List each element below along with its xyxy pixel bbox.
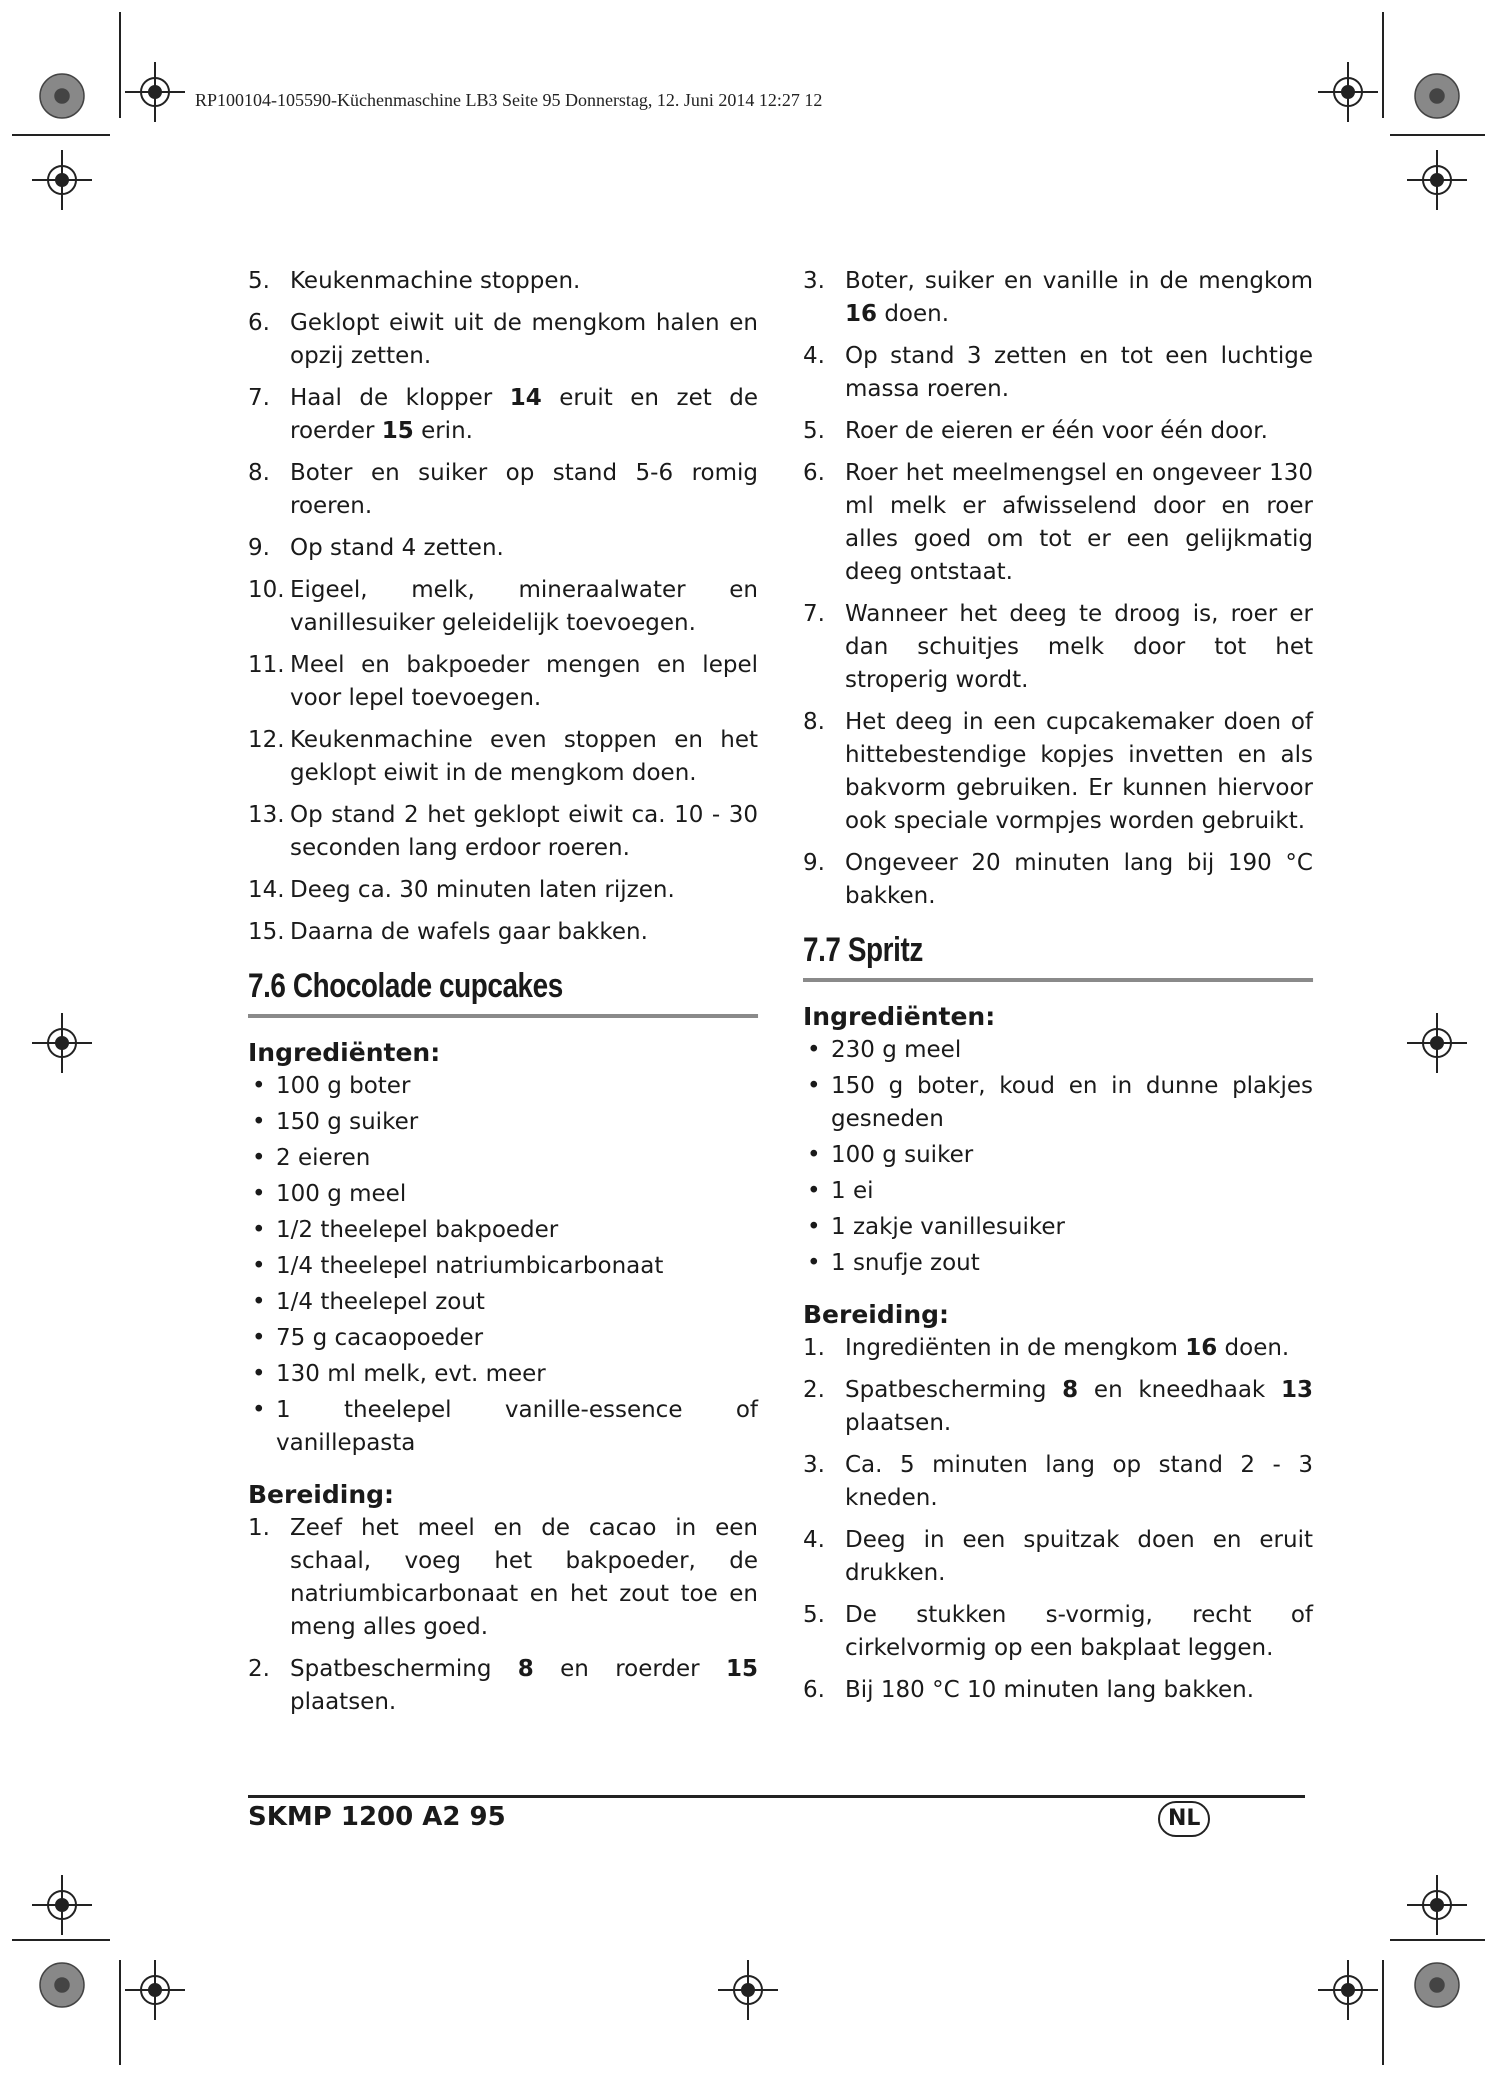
language-badge: NL <box>1158 1801 1210 1837</box>
footer-model-page: SKMP 1200 A2 95 <box>248 1802 506 1832</box>
ingredients-list <box>803 1034 1313 1280</box>
step-text: De stukken s-vormig, recht of cirkelvormig op een bakplaat leggen. <box>845 1602 1313 1661</box>
ingredient-item: • 1 zakje vanillesuiker <box>803 1211 1313 1244</box>
footer-divider <box>248 1795 1305 1798</box>
step-text: Wanneer het deeg te droog is, roer er dan schuitjes melk door tot het stroperig wordt. <box>845 601 1313 693</box>
part-number-ref: 15 <box>381 418 414 444</box>
step-text: Het deeg in een cupcakemaker doen of hittebestendige kopjes invetten en als bakvorm gebruiken. Er kunnen hiervoor ook speciale vormpjes worden gebruikt. <box>845 709 1313 834</box>
step-number: 6. <box>248 310 270 336</box>
ingredient-item: • 150 g suiker <box>248 1106 758 1139</box>
step-number: 7. <box>803 601 825 627</box>
step-number: 9. <box>803 850 825 876</box>
step-text: Keukenmachine even stoppen en het geklopt eiwit in de mengkom doen. <box>290 727 758 786</box>
step-text: Op stand 4 zetten. <box>290 535 504 561</box>
preparation-label: Bereiding: <box>248 1480 395 1509</box>
step-item <box>248 799 758 865</box>
part-number-ref: 16 <box>1185 1335 1218 1361</box>
step-text: Roer de eieren er één voor één door. <box>845 418 1268 444</box>
step-number: 1. <box>803 1335 825 1361</box>
section-title-spritz: 7.7 Spritz <box>803 931 1313 982</box>
step-number: 12. <box>248 727 285 753</box>
part-number-ref: 13 <box>1280 1377 1313 1403</box>
step-text: Daarna de wafels gaar bakken. <box>290 919 648 945</box>
step-text: Deeg in een spuitzak doen en eruit drukken. <box>845 1527 1313 1586</box>
step-text: Spatbescherming <box>845 1377 1063 1403</box>
step-item <box>248 307 758 373</box>
step-item <box>803 265 1313 331</box>
step-number: 4. <box>803 343 825 369</box>
step-text: Zeef het meel en de cacao in een schaal, voeg het bakpoeder, de natriumbicarbonaat en het zout toe en meng alles goed. <box>290 1515 758 1640</box>
ingredient-item: • 1 theelepel vanille-essence of vanillepasta <box>248 1394 758 1460</box>
preparation-steps <box>248 1512 758 1719</box>
step-text: Eigeel, melk, mineraalwater en vanillesuiker geleidelijk toevoegen. <box>290 577 758 636</box>
step-number: 15. <box>248 919 285 945</box>
step-text: Boter en suiker op stand 5-6 romig roeren. <box>290 460 758 519</box>
step-number: 7. <box>248 385 270 411</box>
step-item <box>248 724 758 790</box>
step-number: 8. <box>803 709 825 735</box>
step-text: Bij 180 °C 10 minuten lang bakken. <box>845 1677 1255 1703</box>
step-text: doen. <box>877 301 950 327</box>
section-title-cupcakes: 7.6 Chocolade cupcakes <box>248 967 758 1018</box>
step-text: Op stand 3 zetten en tot een luchtige massa roeren. <box>845 343 1313 402</box>
step-item <box>803 847 1313 913</box>
step-item <box>803 415 1313 448</box>
step-text: en kneedhaak <box>1078 1377 1281 1403</box>
ingredients-label: Ingrediënten: <box>803 1002 996 1031</box>
left-column <box>248 265 758 1728</box>
part-number-ref: 8 <box>517 1656 534 1682</box>
step-text: erin. <box>413 418 473 444</box>
left-steps-continued <box>248 265 758 949</box>
step-number: 3. <box>803 1452 825 1478</box>
step-text: Ingrediënten in de mengkom <box>845 1335 1186 1361</box>
step-item <box>803 340 1313 406</box>
ingredient-item: • 1 ei <box>803 1175 1313 1208</box>
step-item <box>803 1332 1313 1365</box>
step-number: 4. <box>803 1527 825 1553</box>
step-number: 6. <box>803 1677 825 1703</box>
step-number: 8. <box>248 460 270 486</box>
part-number-ref: 14 <box>509 385 542 411</box>
step-item <box>248 382 758 448</box>
step-text: plaatsen. <box>845 1410 952 1436</box>
print-slug: RP100104-105590-Küchenmaschine LB3 Seite 95 Donnerstag, 12. Juni 2014 12:27 12 <box>195 90 823 110</box>
step-item <box>248 916 758 949</box>
step-text: Ongeveer 20 minuten lang bij 190 °C bakken. <box>845 850 1313 909</box>
part-number-ref: 8 <box>1062 1377 1079 1403</box>
ingredient-item: • 1/2 theelepel bakpoeder <box>248 1214 758 1247</box>
ingredient-item: • 130 ml melk, evt. meer <box>248 1358 758 1391</box>
step-number: 13. <box>248 802 285 828</box>
step-text: Spatbescherming <box>290 1656 518 1682</box>
step-item <box>803 1674 1313 1707</box>
ingredient-item: • 1/4 theelepel zout <box>248 1286 758 1319</box>
ingredient-item: • 150 g boter, koud en in dunne plakjes gesneden <box>803 1070 1313 1136</box>
step-text: Ca. 5 minuten lang op stand 2 - 3 kneden. <box>845 1452 1313 1511</box>
ingredient-item: • 100 g suiker <box>803 1139 1313 1172</box>
ingredient-item: • 1/4 theelepel natriumbicarbonaat <box>248 1250 758 1283</box>
step-item <box>803 598 1313 697</box>
step-text: Roer het meelmengsel en ongeveer 130 ml melk er afwisselend door en roer alles goed om tot er een gelijkmatig deeg ontstaat. <box>845 460 1313 585</box>
step-number: 5. <box>803 1602 825 1628</box>
step-text: Keukenmachine stoppen. <box>290 268 581 294</box>
ingredient-item: • 100 g boter <box>248 1070 758 1103</box>
step-number: 5. <box>248 268 270 294</box>
step-item <box>248 265 758 298</box>
step-number: 5. <box>803 418 825 444</box>
right-column <box>803 265 1313 1716</box>
step-number: 1. <box>248 1515 270 1541</box>
step-item <box>248 649 758 715</box>
step-item <box>248 574 758 640</box>
step-text: eruit en zet de roerder <box>290 385 758 444</box>
step-text: Meel en bakpoeder mengen en lepel voor lepel toevoegen. <box>290 652 758 711</box>
step-text: Haal de klopper <box>290 385 510 411</box>
ingredient-item: • 2 eieren <box>248 1142 758 1175</box>
step-item <box>803 1449 1313 1515</box>
step-text: Deeg ca. 30 minuten laten rijzen. <box>290 877 675 903</box>
step-text: doen. <box>1217 1335 1290 1361</box>
step-item <box>248 1653 758 1719</box>
step-number: 11. <box>248 652 285 678</box>
preparation-label: Bereiding: <box>803 1300 950 1329</box>
step-number: 2. <box>248 1656 270 1682</box>
part-number-ref: 16 <box>845 301 878 327</box>
step-item <box>803 1524 1313 1590</box>
step-text: Op stand 2 het geklopt eiwit ca. 10 - 30 seconden lang erdoor roeren. <box>290 802 758 861</box>
ingredient-item: • 230 g meel <box>803 1034 1313 1067</box>
ingredients-list <box>248 1070 758 1460</box>
step-item <box>803 1599 1313 1665</box>
step-text: plaatsen. <box>290 1689 397 1715</box>
ingredient-item: • 1 snufje zout <box>803 1247 1313 1280</box>
step-item <box>248 874 758 907</box>
ingredients-label: Ingrediënten: <box>248 1038 441 1067</box>
step-item <box>803 1374 1313 1440</box>
part-number-ref: 15 <box>725 1656 758 1682</box>
ingredient-item: • 100 g meel <box>248 1178 758 1211</box>
step-number: 3. <box>803 268 825 294</box>
step-item <box>248 1512 758 1644</box>
step-item <box>803 706 1313 838</box>
preparation-steps <box>803 1332 1313 1707</box>
step-number: 14. <box>248 877 285 903</box>
step-item <box>248 532 758 565</box>
step-number: 2. <box>803 1377 825 1403</box>
step-number: 10. <box>248 577 285 603</box>
right-steps-continued <box>803 265 1313 913</box>
step-item <box>803 457 1313 589</box>
step-text: Geklopt eiwit uit de mengkom halen en opzij zetten. <box>290 310 758 369</box>
ingredient-item: • 75 g cacaopoeder <box>248 1322 758 1355</box>
step-number: 9. <box>248 535 270 561</box>
step-item <box>248 457 758 523</box>
step-number: 6. <box>803 460 825 486</box>
step-text: en roerder <box>533 1656 726 1682</box>
step-text: Boter, suiker en vanille in de mengkom <box>845 268 1313 294</box>
